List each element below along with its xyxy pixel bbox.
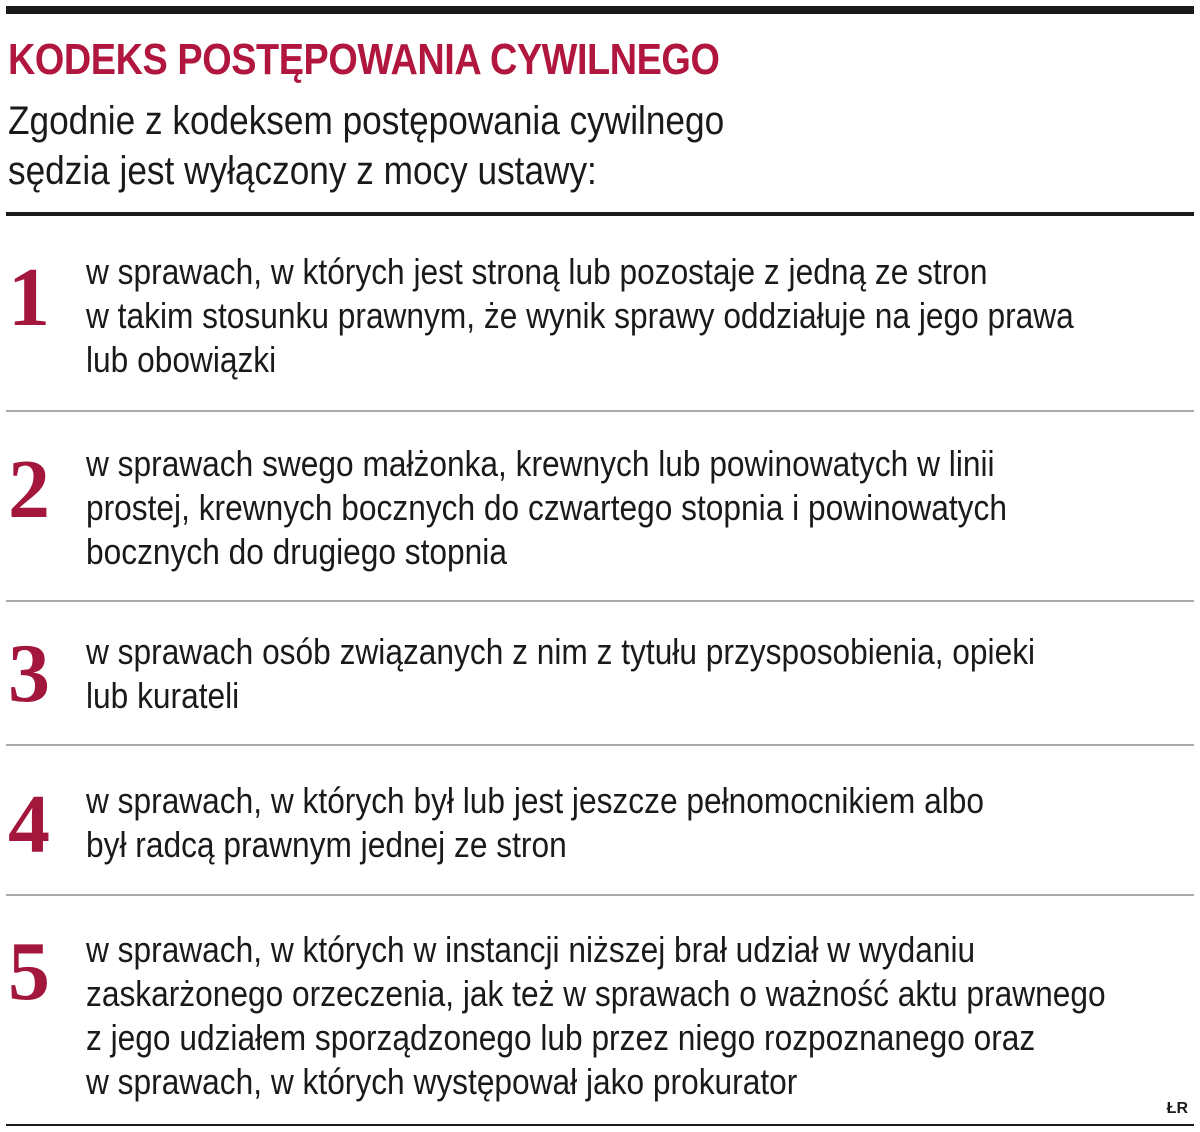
item-text: [86, 442, 1007, 574]
item-text-line: w sprawach swego małżonka, krewnych lub powinowatych w linii: [86, 443, 995, 484]
item-text-line: był radcą prawnym jednej ze stron: [86, 824, 567, 865]
credit: ŁR: [1166, 1100, 1188, 1117]
item-number: 5: [8, 925, 50, 1018]
item-number: 1: [8, 251, 50, 344]
separator: [6, 744, 1194, 746]
item-text-line: prostej, krewnych bocznych do czwartego stopnia i powinowatych: [86, 487, 1007, 528]
item-text: [86, 630, 1035, 718]
subtitle-line: Zgodnie z kodeksem postępowania cywilnego: [8, 99, 725, 143]
item-text-line: bocznych do drugiego stopnia: [86, 531, 507, 572]
separator: [6, 410, 1194, 412]
item-text: [86, 779, 984, 867]
item-text-line: w sprawach, w których jest stroną lub pozostaje z jedną ze stron: [86, 251, 988, 292]
subtitle: [8, 96, 724, 196]
header-rule: [6, 212, 1194, 216]
item-text: [86, 928, 1106, 1104]
item-number: 2: [8, 443, 50, 536]
item-number: 3: [8, 627, 50, 720]
page-title: KODEKS POSTĘPOWANIA CYWILNEGO: [8, 35, 720, 84]
subtitle-line: sędzia jest wyłączony z mocy ustawy:: [8, 149, 597, 193]
item-text-line: w sprawach osób związanych z nim z tytułu przysposobienia, opieki: [86, 631, 1036, 672]
separator: [6, 600, 1194, 602]
item-text-line: w sprawach, w których był lub jest jeszcze pełnomocnikiem albo: [86, 780, 984, 821]
item-text-line: z jego udziałem sporządzonego lub przez niego rozpoznanego oraz: [86, 1017, 1036, 1058]
item-number: 4: [8, 778, 50, 871]
separator: [6, 894, 1194, 896]
top-rule: [6, 6, 1194, 14]
item-text-line: zaskarżonego orzeczenia, jak też w sprawach o ważność aktu prawnego: [86, 973, 1106, 1014]
item-text-line: w takim stosunku prawnym, że wynik sprawy oddziałuje na jego prawa: [86, 295, 1074, 336]
bottom-rule: [6, 1124, 1194, 1126]
item-text-line: w sprawach, w których występował jako prokurator: [86, 1061, 798, 1102]
item-text-line: lub kurateli: [86, 675, 240, 716]
item-text-line: w sprawach, w których w instancji niższej brał udział w wydaniu: [86, 929, 976, 970]
item-text-line: lub obowiązki: [86, 339, 277, 380]
item-text: [86, 250, 1074, 382]
